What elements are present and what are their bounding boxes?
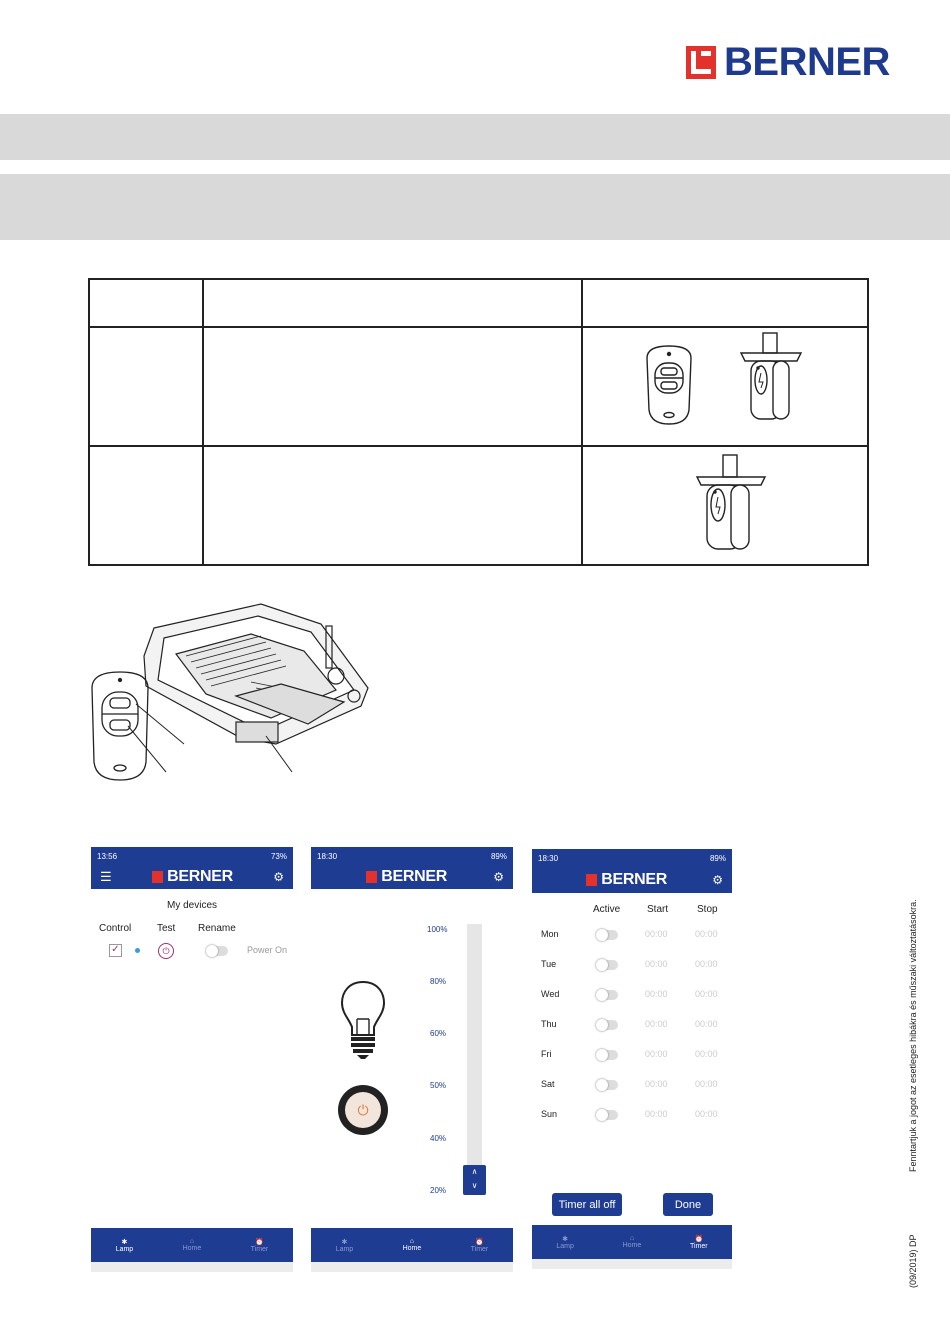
table-cell	[203, 327, 582, 446]
app-header	[532, 867, 732, 893]
start-time[interactable]: 00:00	[645, 1049, 668, 1059]
power-icon: ⏻	[345, 1092, 381, 1128]
table-cell	[89, 327, 203, 446]
app-header	[91, 865, 293, 889]
stop-time[interactable]: 00:00	[695, 1079, 718, 1089]
logo-mark-icon	[366, 871, 377, 883]
status-battery: 89%	[709, 853, 726, 863]
phone-footer	[91, 1262, 293, 1272]
menu-icon[interactable]: ☰	[100, 869, 112, 884]
table-image-cell	[582, 446, 868, 565]
status-bar	[532, 849, 732, 867]
table-image-cell	[582, 327, 868, 446]
day-label: Mon	[541, 929, 559, 939]
timer-all-off-button[interactable]: Timer all off	[552, 1193, 622, 1216]
table-cell	[89, 446, 203, 565]
table-row	[89, 327, 868, 446]
level-label: 20%	[430, 1186, 447, 1195]
tab-home[interactable]: ⌂ Home	[622, 1235, 642, 1249]
home-icon: ⌂	[409, 1238, 415, 1245]
header-logo	[366, 868, 447, 886]
stop-time[interactable]: 00:00	[695, 929, 718, 939]
brightness-slider-track[interactable]	[467, 924, 482, 1194]
alarm-clock-icon: ⏰	[255, 1238, 264, 1246]
status-time: 18:30	[538, 853, 559, 863]
stop-time[interactable]: 00:00	[695, 959, 718, 969]
tab-lamp[interactable]: ✱ Lamp	[335, 1238, 354, 1253]
remote-control-icon	[92, 672, 148, 780]
tab-bar	[91, 1228, 293, 1262]
berner-logo	[686, 40, 890, 84]
col-rename: Rename	[198, 923, 236, 934]
tab-bar	[311, 1228, 513, 1262]
plug-receiver-icon	[741, 333, 801, 419]
connection-dot	[135, 948, 140, 953]
table-row	[532, 1079, 732, 1093]
tab-home[interactable]: ⌂ Home	[182, 1238, 202, 1252]
power-button[interactable]	[338, 1085, 388, 1135]
table-header-cell	[89, 279, 203, 327]
tab-timer[interactable]: ⏰ Timer	[470, 1238, 489, 1253]
level-label: 60%	[430, 1029, 447, 1038]
berner-logo-mark-icon	[686, 46, 716, 79]
alarm-clock-icon: ⏰	[475, 1238, 484, 1246]
status-bar	[311, 847, 513, 865]
day-label: Tue	[541, 959, 557, 969]
status-battery: 89%	[490, 851, 507, 861]
light-bulb-icon	[339, 979, 387, 1061]
status-time: 13:56	[97, 851, 118, 861]
alarm-clock-icon: ⏰	[694, 1235, 704, 1243]
day-active-toggle[interactable]	[596, 990, 618, 1000]
day-active-toggle[interactable]	[596, 930, 618, 940]
tab-home[interactable]: ⌂ Home	[402, 1238, 422, 1252]
level-label: 100%	[427, 925, 448, 934]
col-stop: Stop	[697, 904, 718, 915]
table-header-cell	[203, 279, 582, 327]
stop-time[interactable]: 00:00	[695, 1049, 718, 1059]
rename-toggle[interactable]	[206, 946, 228, 956]
table-row	[532, 959, 732, 973]
day-active-toggle[interactable]	[596, 1050, 618, 1060]
app-header	[311, 865, 513, 889]
start-time[interactable]: 00:00	[645, 929, 668, 939]
bluetooth-icon: ✱	[121, 1238, 128, 1246]
day-label: Sun	[541, 1109, 558, 1119]
slider-stepper[interactable]: ∧ ∨	[463, 1165, 486, 1195]
col-active: Active	[593, 904, 621, 915]
table-row	[532, 989, 732, 1003]
start-time[interactable]: 00:00	[645, 1109, 668, 1119]
receiver-illustration	[583, 447, 867, 559]
col-start: Start	[647, 904, 669, 915]
phone-dimmer-screen	[311, 847, 513, 1273]
gear-icon[interactable]: ⚙	[273, 870, 284, 884]
stop-time[interactable]: 00:00	[695, 989, 718, 999]
header-logo	[586, 871, 667, 889]
table-cell	[203, 446, 582, 565]
logo-mark-icon	[586, 874, 597, 886]
status-bar	[91, 847, 293, 865]
power-test-icon[interactable]: ⏻	[158, 943, 174, 959]
table-row	[532, 1109, 732, 1123]
table-header-row	[89, 279, 868, 327]
day-active-toggle[interactable]	[596, 1110, 618, 1120]
level-label: 50%	[430, 1081, 447, 1090]
table-row	[89, 446, 868, 565]
logo-mark-icon	[152, 871, 163, 883]
title-band	[0, 114, 950, 160]
tab-lamp[interactable]: ✱ Lamp	[115, 1238, 134, 1253]
level-label: 80%	[430, 977, 447, 986]
status-time: 18:30	[317, 851, 338, 861]
tab-bar	[532, 1225, 732, 1259]
table-row	[532, 1019, 732, 1033]
table-header-cell	[582, 279, 868, 327]
bluetooth-icon: ✱	[341, 1238, 348, 1246]
document-code: (09/2019) DP	[908, 1234, 918, 1288]
gear-icon[interactable]: ⚙	[493, 870, 504, 884]
start-time[interactable]: 00:00	[645, 1079, 668, 1089]
disclaimer-text: Fenntartjuk a jogot az esetleges hibákra és műszaki változtatásokra.	[908, 899, 918, 1172]
level-label: 40%	[430, 1134, 447, 1143]
start-time[interactable]: 00:00	[645, 1019, 668, 1029]
day-label: Sat	[541, 1079, 555, 1089]
day-label: Thu	[541, 1019, 557, 1029]
start-time[interactable]: 00:00	[645, 959, 668, 969]
tab-timer[interactable]: ⏰ Timer	[690, 1235, 708, 1250]
day-active-toggle[interactable]	[596, 1080, 618, 1090]
home-icon: ⌂	[189, 1238, 195, 1245]
day-active-toggle[interactable]	[596, 1020, 618, 1030]
phone-timer-screen	[532, 849, 732, 1271]
remote-and-receiver-illustration	[583, 328, 867, 440]
header-brand: BERNER	[601, 871, 667, 888]
phone-footer	[532, 1259, 732, 1269]
start-time[interactable]: 00:00	[645, 989, 668, 999]
brand-name: BERNER	[724, 40, 890, 84]
status-battery: 73%	[270, 851, 287, 861]
floodlight-receiver-diagram	[86, 596, 376, 786]
product-table	[88, 278, 869, 566]
header-brand: BERNER	[381, 868, 447, 885]
control-checkbox[interactable]: ✓	[109, 944, 122, 957]
day-active-toggle[interactable]	[596, 960, 618, 970]
gear-icon[interactable]: ⚙	[712, 873, 723, 887]
stop-time[interactable]: 00:00	[695, 1109, 718, 1119]
col-control: Control	[99, 923, 132, 934]
plug-receiver-icon	[697, 455, 765, 549]
header-brand: BERNER	[167, 868, 233, 885]
header-logo	[152, 868, 233, 886]
tab-timer[interactable]: ⏰ Timer	[250, 1238, 269, 1253]
stop-time[interactable]: 00:00	[695, 1019, 718, 1029]
phone-devices-screen	[91, 847, 293, 1275]
phone-footer	[311, 1262, 513, 1272]
table-row	[532, 1049, 732, 1063]
tab-lamp[interactable]: ✱ Lamp	[556, 1235, 574, 1250]
done-button[interactable]: Done	[663, 1193, 713, 1216]
bluetooth-icon: ✱	[562, 1235, 569, 1243]
remote-control-icon	[647, 346, 691, 424]
day-label: Fri	[541, 1049, 552, 1059]
page-title: My devices	[166, 900, 217, 911]
col-test: Test	[157, 923, 176, 934]
subtitle-band	[0, 174, 950, 240]
table-row	[532, 929, 732, 943]
power-on-label: Power On	[247, 945, 288, 955]
home-icon: ⌂	[629, 1235, 635, 1242]
day-label: Wed	[541, 989, 560, 999]
